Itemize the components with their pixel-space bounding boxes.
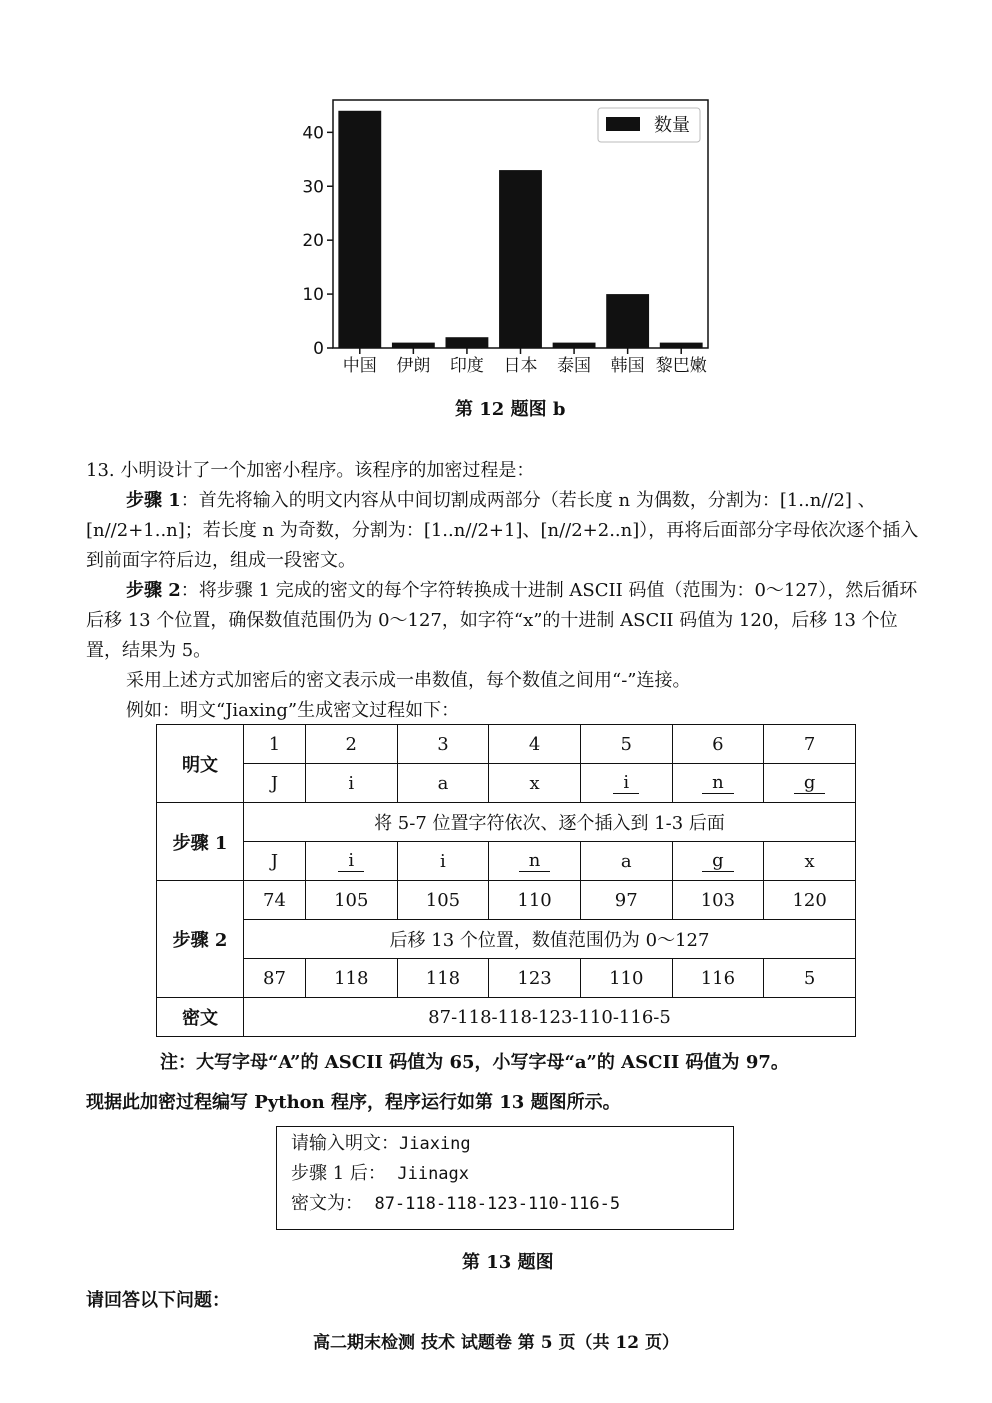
step1-char-cell: x bbox=[764, 842, 856, 881]
output-line-3 bbox=[291, 1189, 719, 1219]
table-row bbox=[157, 842, 856, 881]
output-value: 87-118-118-123-110-116-5 bbox=[374, 1194, 621, 1214]
x-tick-label: 日本 bbox=[503, 356, 538, 376]
bar bbox=[392, 343, 435, 348]
output-label: 请输入明文： bbox=[291, 1133, 399, 1154]
y-tick-label: 40 bbox=[302, 123, 324, 144]
x-tick-label: 伊朗 bbox=[396, 356, 431, 376]
x-tick-label: 韩国 bbox=[610, 356, 645, 376]
step1-char-cell bbox=[672, 842, 764, 881]
table-row bbox=[157, 725, 856, 764]
x-tick-label: 黎巴嫩 bbox=[655, 356, 707, 376]
output-label: 步骤 1 后： bbox=[291, 1163, 386, 1184]
figure-13-caption: 第 13 题图 bbox=[462, 1252, 554, 1273]
y-tick-label: 20 bbox=[302, 231, 324, 252]
step1-char-cell bbox=[489, 842, 581, 881]
step1-char-cell bbox=[305, 842, 397, 881]
plain-char-cell: i bbox=[305, 764, 397, 803]
shifted-cell: 118 bbox=[305, 959, 397, 998]
position-cell: 1 bbox=[244, 725, 306, 764]
shifted-cell: 87 bbox=[244, 959, 306, 998]
join-text: 采用上述方式加密后的密文表示成一串数值，每个数值之间用“-”连接。 bbox=[126, 670, 691, 691]
program-output-box bbox=[276, 1126, 734, 1230]
step1-char-cell: i bbox=[397, 842, 489, 881]
y-tick-label: 0 bbox=[313, 339, 324, 359]
underlined-char: g bbox=[794, 773, 826, 794]
y-tick-label: 30 bbox=[302, 177, 324, 198]
step1-label: 步骤 1 bbox=[157, 803, 244, 881]
output-line-1 bbox=[291, 1129, 719, 1159]
cipher-cell: 87-118-118-123-110-116-5 bbox=[244, 998, 856, 1037]
encryption-table bbox=[156, 724, 856, 1037]
bar bbox=[660, 343, 703, 348]
shifted-cell: 116 bbox=[672, 959, 764, 998]
x-tick-label: 中国 bbox=[342, 356, 377, 376]
step-2-text: ：将步骤 1 完成的密文的每个字符转换成十进制 ASCII 码值（范围为：0～127），然后循环后移 13 个位置，确保数值范围仍为 0～127，如字符“x”的十进制 ASCII 码值为 120，后移 13 个位置，结果为 5。 bbox=[86, 580, 918, 661]
plain-char-cell bbox=[764, 764, 856, 803]
figure-12-caption: 第 12 题图 b bbox=[455, 399, 566, 420]
question-13-intro: 13. 小明设计了一个加密小程序。该程序的加密过程是： bbox=[86, 460, 535, 481]
output-label: 密文为： bbox=[291, 1193, 363, 1214]
table-row bbox=[157, 881, 856, 920]
ascii-note: 注：大写字母“A”的 ASCII 码值为 65，小写字母“a”的 ASCII 码值为 97。 bbox=[160, 1052, 789, 1073]
shifted-cell: 5 bbox=[764, 959, 856, 998]
step2-desc-cell: 后移 13 个位置，数值范围仍为 0～127 bbox=[244, 920, 856, 959]
ascii-cell: 120 bbox=[764, 881, 856, 920]
position-cell: 7 bbox=[764, 725, 856, 764]
output-value: Jiaxing bbox=[399, 1134, 471, 1154]
step1-char-cell: a bbox=[580, 842, 672, 881]
step-1-paragraph bbox=[86, 486, 928, 576]
table-row bbox=[157, 764, 856, 803]
ascii-cell: 110 bbox=[489, 881, 581, 920]
bar bbox=[553, 343, 596, 348]
underlined-char: n bbox=[702, 773, 734, 794]
underlined-char: n bbox=[519, 851, 551, 872]
step-2-label: 步骤 2 bbox=[126, 580, 181, 601]
x-tick-label: 泰国 bbox=[557, 356, 592, 376]
shifted-cell: 110 bbox=[580, 959, 672, 998]
step-1-text: ：首先将输入的明文内容从中间切割成两部分（若长度 n 为偶数，分割为：[1..n//2] 、[n//2+1..n]；若长度 n 为奇数，分割为：[1..n//2+1]、[n//2+2..n]），再将后面部分字母依次逐个插入到前面字符后边，组成一段密文。 bbox=[86, 490, 919, 571]
program-text: 现据此加密过程编写 Python 程序，程序运行如第 13 题图所示。 bbox=[86, 1092, 621, 1113]
table-row bbox=[157, 998, 856, 1037]
underlined-char: i bbox=[613, 773, 639, 794]
cipher-label: 密文 bbox=[157, 998, 244, 1037]
answer-prompt: 请回答以下问题： bbox=[86, 1290, 230, 1311]
bar bbox=[606, 294, 649, 348]
bar bbox=[446, 337, 489, 348]
ascii-cell: 105 bbox=[397, 881, 489, 920]
plain-char-cell: a bbox=[397, 764, 489, 803]
legend-label: 数量 bbox=[654, 115, 690, 136]
plain-char-cell bbox=[672, 764, 764, 803]
x-tick-label: 印度 bbox=[449, 356, 484, 376]
position-cell: 6 bbox=[672, 725, 764, 764]
example-text: 例如：明文“Jiaxing”生成密文过程如下： bbox=[126, 700, 460, 721]
ascii-cell: 105 bbox=[305, 881, 397, 920]
ascii-cell: 74 bbox=[244, 881, 306, 920]
step-2-paragraph bbox=[86, 576, 928, 666]
step2-label: 步骤 2 bbox=[157, 881, 244, 998]
plain-char-cell: x bbox=[489, 764, 581, 803]
step1-char-cell: J bbox=[244, 842, 306, 881]
table-row bbox=[157, 920, 856, 959]
plain-char-cell bbox=[580, 764, 672, 803]
step-1-label: 步骤 1 bbox=[126, 490, 181, 511]
position-cell: 3 bbox=[397, 725, 489, 764]
output-line-2 bbox=[291, 1159, 719, 1189]
position-cell: 2 bbox=[305, 725, 397, 764]
position-cell: 5 bbox=[580, 725, 672, 764]
legend-swatch bbox=[606, 117, 640, 131]
table-row bbox=[157, 959, 856, 998]
step1-desc-cell: 将 5-7 位置字符依次、逐个插入到 1-3 后面 bbox=[244, 803, 856, 842]
plain-label: 明文 bbox=[157, 725, 244, 803]
underlined-char: g bbox=[702, 851, 734, 872]
page-footer: 高二期末检测 技术 试题卷 第 5 页（共 12 页） bbox=[313, 1333, 679, 1353]
ascii-cell: 97 bbox=[580, 881, 672, 920]
position-cell: 4 bbox=[489, 725, 581, 764]
y-tick-label: 10 bbox=[302, 285, 324, 306]
bar bbox=[499, 170, 542, 348]
output-value: Jiinagx bbox=[397, 1164, 470, 1184]
shifted-cell: 118 bbox=[397, 959, 489, 998]
shifted-cell: 123 bbox=[489, 959, 581, 998]
underlined-char: i bbox=[338, 851, 364, 872]
plain-char-cell: J bbox=[244, 764, 306, 803]
bar-chart bbox=[290, 90, 730, 390]
ascii-cell: 103 bbox=[672, 881, 764, 920]
bar bbox=[338, 111, 381, 348]
table-row bbox=[157, 803, 856, 842]
